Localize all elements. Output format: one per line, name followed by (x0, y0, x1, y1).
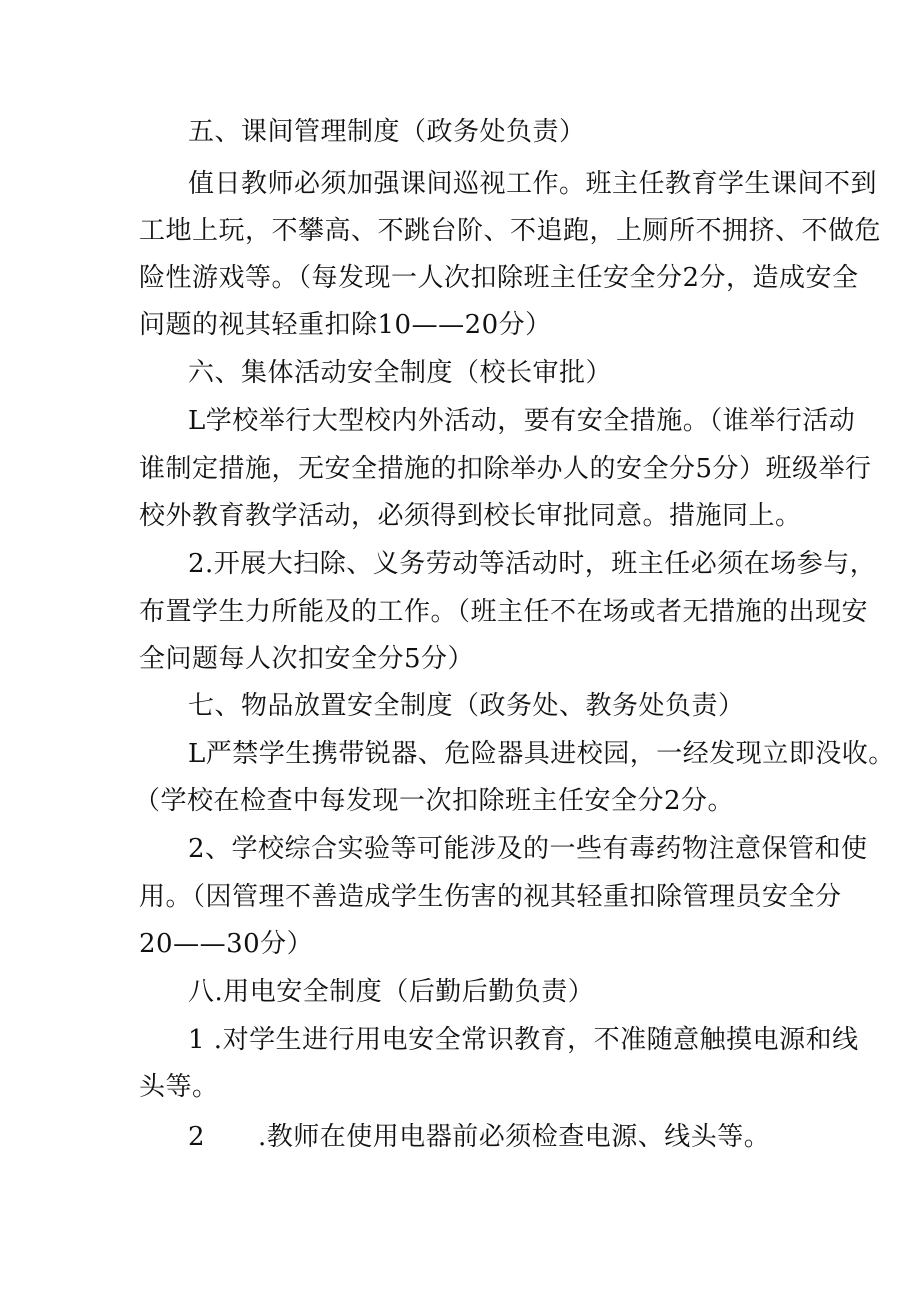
paragraph-line: 全问题每人次扣安全分5分） (139, 644, 475, 674)
paragraph-line: L学校举行大型校内外活动，要有安全措施。（谁举行活动 (188, 406, 856, 436)
paragraph-line: 险性游戏等。（每发现一人次扣除班主任安全分2分，造成安全 (139, 263, 859, 293)
paragraph-line: 2、学校综合实验等可能涉及的一些有毒药物注意保管和使 (188, 834, 868, 864)
paragraph-line: 谁制定措施，无安全措施的扣除举办人的安全分5分）班级举行 (139, 454, 872, 484)
section-heading-8: 八.用电安全制度（后勤后勤负责） (188, 977, 595, 1007)
section-heading-5: 五、课间管理制度（政务处负责） (188, 117, 586, 147)
section-heading-6: 六、集体活动安全制度（校长审批） (188, 358, 613, 388)
paragraph-line: 头等。 (139, 1072, 219, 1102)
paragraph-line: 问题的视其轻重扣除10——20分） (139, 310, 552, 340)
paragraph-line: 工地上玩，不攀高、不跳台阶、不追跑，上厕所不拥挤、不做危 (139, 216, 882, 246)
paragraph-line: 2.开展大扫除、义务劳动等活动时，班主任必须在场参与， (188, 549, 877, 579)
paragraph-line: 20——30分） (139, 929, 314, 959)
paragraph-line: L严禁学生携带锐器、危险器具进校园，一经发现立即没收。 (188, 739, 895, 769)
paragraph-line: 2 .教师在使用电器前必须检查电源、线头等。 (188, 1122, 771, 1152)
paragraph-line: 用。（因管理不善造成学生伤害的视其轻重扣除管理员安全分 (139, 882, 842, 912)
section-heading-7: 七、物品放置安全制度（政务处、教务处负责） (188, 691, 745, 721)
paragraph-line: （学校在检查中每发现一次扣除班主任安全分2分。 (134, 786, 735, 816)
paragraph-line: 1 .对学生进行用电安全常识教育，不准随意触摸电源和线 (188, 1025, 859, 1055)
paragraph-line: 校外教育教学活动，必须得到校长审批同意。措施同上。 (139, 501, 802, 531)
paragraph-line: 布置学生力所能及的工作。（班主任不在场或者无措施的出现安 (139, 597, 869, 627)
paragraph-line: 值日教师必须加强课间巡视工作。班主任教育学生课间不到 (188, 169, 878, 199)
